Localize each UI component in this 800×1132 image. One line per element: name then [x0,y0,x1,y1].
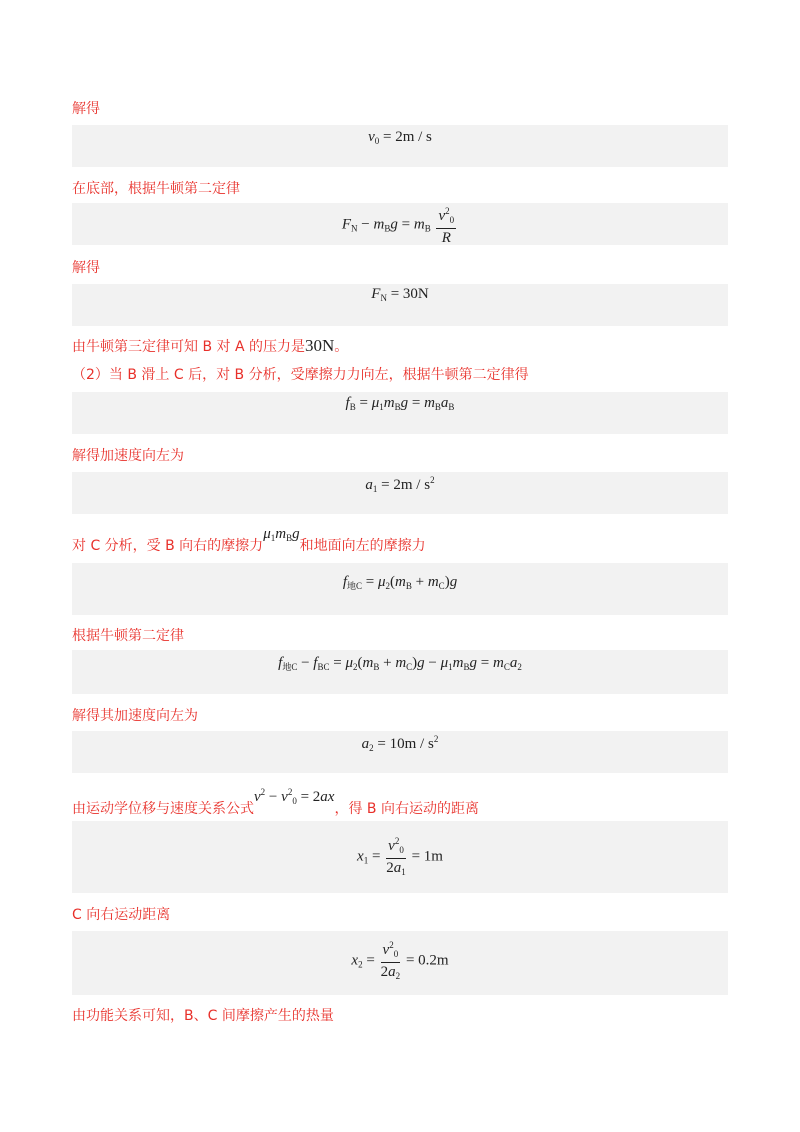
text-segment: 由牛顿第三定律可知 B 对 A 的压力是 [72,339,305,355]
text-segment: 。 [334,339,349,355]
text-line: （2）当 B 滑上 C 后，对 B 分析，受摩擦力力向左，根据牛顿第二定律得 [72,367,529,383]
equation: $F_N = 30N$ [371,286,429,303]
equation-box [72,821,728,893]
text-segment: 对 C 分析，受 B 向右的摩擦力 [72,538,264,554]
text-line [72,337,348,356]
text-line: 在底部，根据牛顿第二定律 [72,181,240,197]
equation-box [72,125,728,167]
equation-box [72,284,728,326]
text-line: 由功能关系可知，B、C 间摩擦产生的热量 [72,1008,334,1024]
text-segment: 由运动学位移与速度关系公式 [72,801,254,817]
equation-box [72,203,728,245]
equation: $a_1 = 2m / s^2$ [365,475,435,494]
equation: $a_2 = 10m / s^2$ [361,734,439,753]
equation: $x_2$ = $\frac{v^2_0}{2a_2}$ = 0.2m [72,937,728,985]
equation: $x_1$ = $\frac{v^2_0}{2a_1}$ = 1m [72,833,728,881]
text-line: 解得 [72,101,100,117]
text-segment: ，得 B 向右运动的距离 [334,801,479,817]
inline-formula: $v^2 - v^2_0 = 2ax$ [254,787,335,806]
inline-formula: $\mu_1m_Bg$ [263,526,300,543]
equation: $f_{地C} = \mu_2(m_B + m_C)g$ [342,574,458,591]
text-line: 解得加速度向左为 [72,448,184,464]
equation: $F_N - m_Bg = m_B$ $\frac{v^2_0}{R}$ [72,203,728,247]
equation: $v_0 = 2m / s$ [368,129,432,146]
text-line: C 向右运动距离 [72,907,171,923]
equation-box [72,731,728,773]
equation-box [72,650,728,694]
equation: $f_B = \mu_1m_Bg = m_Ba_B$ [345,395,455,412]
text-line: 解得其加速度向左为 [72,708,198,724]
equation-box [72,931,728,995]
inline-value: 30N [304,336,335,355]
text-line [72,787,479,822]
equation: $f_{地C} - f_{BC} = \mu_2(m_B + m_C)g - \mu_1m_Bg = m_Ca_2$ [278,655,522,672]
text-line [72,526,426,559]
text-segment: 和地面向左的摩擦力 [299,538,426,554]
text-line: 解得 [72,260,100,276]
equation-box [72,563,728,615]
equation-box [72,472,728,514]
text-line: 根据牛顿第二定律 [72,628,184,644]
equation-box [72,392,728,434]
